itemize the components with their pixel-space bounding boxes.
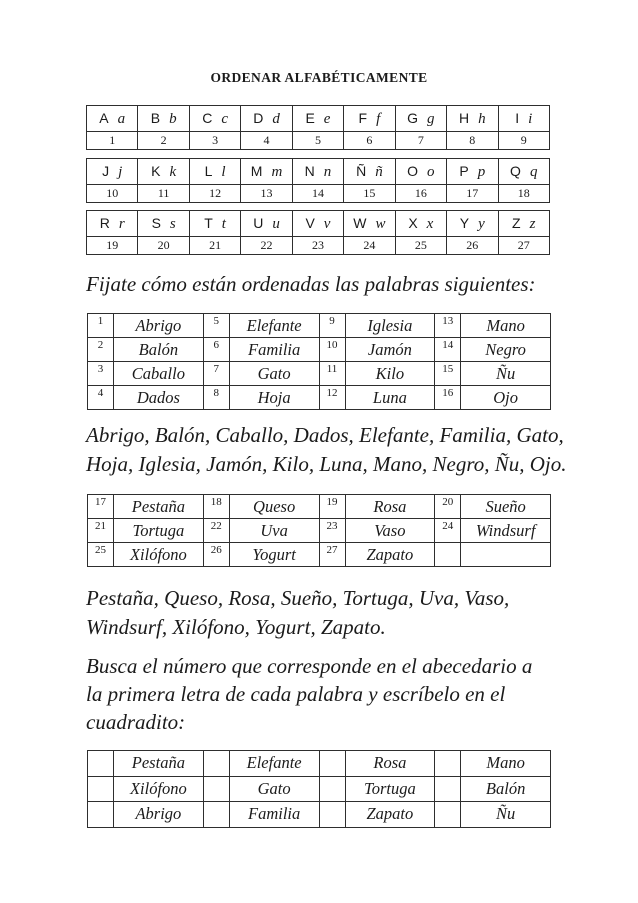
- alphabet-uppercase-letter: K: [151, 162, 161, 179]
- word-cell: Yogurt: [229, 543, 319, 567]
- alphabet-number-cell: 2: [138, 132, 189, 150]
- answer-box-cell: [435, 776, 461, 802]
- word-cell: Ojo: [461, 386, 551, 410]
- intro-text: Fijate cómo están ordenadas las palabras siguientes:: [86, 272, 536, 296]
- word-cell: Balón: [114, 338, 204, 362]
- word-number-cell: 5: [203, 314, 229, 338]
- alphabet-letter-cell: [344, 159, 395, 185]
- word-cell: Tortuga: [114, 519, 204, 543]
- alphabet-letter-cell: [189, 211, 240, 237]
- word-number-cell: 11: [319, 362, 345, 386]
- alphabet-lowercase-letter: e: [323, 110, 331, 127]
- alphabet-number-cell: 27: [498, 237, 550, 255]
- alphabet-letter-cell: [189, 159, 240, 185]
- alphabet-table-row-2: [86, 158, 550, 203]
- word-number-cell: 26: [203, 543, 229, 567]
- answer-box-cell: [88, 802, 114, 828]
- alphabet-lowercase-letter: v: [323, 215, 331, 232]
- word-number-cell: 14: [435, 338, 461, 362]
- alphabet-letter-cell: [344, 106, 395, 132]
- alphabet-uppercase-letter: A: [99, 109, 109, 126]
- alphabet-lowercase-letter: u: [272, 215, 280, 232]
- answer-box-cell: [88, 751, 114, 777]
- word-number-cell: 4: [88, 386, 114, 410]
- table-row: [88, 776, 551, 802]
- alphabet-letter-cell: [241, 211, 292, 237]
- word-cell: Ñu: [461, 802, 551, 828]
- alphabet-letter-cell: [498, 159, 550, 185]
- alphabet-letter-cell: [395, 159, 446, 185]
- alphabet-lowercase-letter: j: [118, 163, 123, 180]
- alphabet-lowercase-letter: s: [169, 215, 176, 232]
- alphabet-letter-cell: [241, 106, 292, 132]
- word-cell: Zapato: [345, 543, 435, 567]
- alphabet-table-row-1: [86, 105, 550, 150]
- alphabet-uppercase-letter: I: [515, 109, 520, 126]
- alphabet-uppercase-letter: V: [305, 214, 315, 231]
- alphabet-letter-cell: [447, 159, 498, 185]
- answer-box-cell: [435, 802, 461, 828]
- alphabet-number-cell: 8: [447, 132, 498, 150]
- alphabet-number-cell: 4: [241, 132, 292, 150]
- alphabet-uppercase-letter: O: [407, 162, 419, 179]
- alphabet-number-cell: 17: [447, 185, 498, 203]
- answer-box-cell: [203, 802, 229, 828]
- word-number-cell: 10: [319, 338, 345, 362]
- word-cell: Rosa: [345, 495, 435, 519]
- alphabet-letter-cell: [138, 211, 189, 237]
- alphabet-lowercase-letter: m: [271, 163, 283, 180]
- word-cell: Elefante: [229, 314, 319, 338]
- word-number-cell: 17: [88, 495, 114, 519]
- word-cell: Xilófono: [114, 776, 204, 802]
- instruction-line-3: cuadradito:: [86, 710, 186, 734]
- alphabet-uppercase-letter: L: [204, 162, 213, 179]
- alphabet-uppercase-letter: B: [150, 109, 161, 126]
- alphabet-number-cell: 25: [395, 237, 446, 255]
- alphabet-uppercase-letter: H: [458, 109, 470, 126]
- table-row: [88, 362, 551, 386]
- alphabet-letter-cell: [395, 211, 446, 237]
- word-list-1: [86, 421, 566, 479]
- alphabet-number-cell: 3: [189, 132, 240, 150]
- alphabet-uppercase-letter: Ñ: [356, 162, 367, 179]
- alphabet-number-cell: 9: [498, 132, 550, 150]
- word-cell: Familia: [229, 338, 319, 362]
- word-cell: Gato: [229, 362, 319, 386]
- word-number-cell: 18: [203, 495, 229, 519]
- word-number-cell: 27: [319, 543, 345, 567]
- alphabet-lowercase-letter: h: [478, 110, 486, 127]
- alphabet-lowercase-letter: d: [272, 110, 280, 127]
- alphabet-lowercase-letter: x: [426, 215, 434, 232]
- alphabet-number-cell: 1: [87, 132, 138, 150]
- alphabet-letter-cell: [498, 211, 550, 237]
- alphabet-uppercase-letter: M: [250, 162, 263, 179]
- word-cell: Zapato: [345, 802, 435, 828]
- alphabet-number-cell: 7: [395, 132, 446, 150]
- alphabet-letter-cell: [87, 106, 138, 132]
- alphabet-lowercase-letter: c: [221, 110, 228, 127]
- instruction-text: [86, 652, 532, 736]
- alphabet-uppercase-letter: Y: [459, 214, 470, 231]
- word-cell: Jamón: [345, 338, 435, 362]
- answer-box-cell: [203, 751, 229, 777]
- alphabet-number-cell: 20: [138, 237, 189, 255]
- word-cell: Hoja: [229, 386, 319, 410]
- alphabet-uppercase-letter: Z: [512, 214, 521, 231]
- alphabet-uppercase-letter: D: [253, 109, 264, 126]
- table-row: [88, 314, 551, 338]
- word-number-cell: 7: [203, 362, 229, 386]
- alphabet-uppercase-letter: W: [353, 214, 367, 231]
- word-number-cell: 1: [88, 314, 114, 338]
- word-cell: Gato: [229, 776, 319, 802]
- word-number-cell: 6: [203, 338, 229, 362]
- word-number-cell: 21: [88, 519, 114, 543]
- word-cell: Vaso: [345, 519, 435, 543]
- word-number-cell: 23: [319, 519, 345, 543]
- word-number-cell: [435, 543, 461, 567]
- word-number-cell: 22: [203, 519, 229, 543]
- word-cell: Ñu: [461, 362, 551, 386]
- alphabet-uppercase-letter: F: [358, 109, 368, 126]
- word-cell: Rosa: [345, 751, 435, 777]
- word-number-cell: 12: [319, 386, 345, 410]
- alphabet-uppercase-letter: C: [202, 109, 213, 126]
- alphabet-letter-cell: [189, 106, 240, 132]
- word-cell: Xilófono: [114, 543, 204, 567]
- alphabet-number-cell: 6: [344, 132, 395, 150]
- alphabet-uppercase-letter: X: [408, 214, 418, 231]
- example-words-table-2: [87, 494, 551, 567]
- word-number-cell: 8: [203, 386, 229, 410]
- alphabet-number-cell: 19: [87, 237, 138, 255]
- answer-box-cell: [88, 776, 114, 802]
- alphabet-letter-cell: [498, 106, 550, 132]
- word-number-cell: 20: [435, 495, 461, 519]
- alphabet-uppercase-letter: Q: [510, 162, 521, 179]
- alphabet-number-cell: 15: [344, 185, 395, 203]
- word-cell: Balón: [461, 776, 551, 802]
- word-cell: Negro: [461, 338, 551, 362]
- exercise-table: [87, 750, 551, 828]
- alphabet-letter-cell: [87, 159, 138, 185]
- alphabet-lowercase-letter: p: [477, 163, 486, 180]
- alphabet-letter-cell: [292, 211, 343, 237]
- example-words-table-1: [87, 313, 551, 410]
- alphabet-lowercase-letter: q: [529, 163, 538, 180]
- alphabet-number-cell: 5: [292, 132, 343, 150]
- word-list-2-line-1: Pestaña, Queso, Rosa, Sueño, Tortuga, Uva, Vaso,: [86, 586, 510, 610]
- alphabet-lowercase-letter: k: [169, 163, 177, 180]
- word-cell: Abrigo: [114, 802, 204, 828]
- alphabet-table-row-3: [86, 210, 550, 255]
- alphabet-number-cell: 10: [87, 185, 138, 203]
- alphabet-number-cell: 26: [447, 237, 498, 255]
- alphabet-lowercase-letter: z: [529, 215, 536, 232]
- alphabet-number-cell: 12: [189, 185, 240, 203]
- answer-box-cell: [203, 776, 229, 802]
- word-cell: Pestaña: [114, 751, 204, 777]
- word-number-cell: 13: [435, 314, 461, 338]
- table-row: [88, 495, 551, 519]
- word-cell: Elefante: [229, 751, 319, 777]
- alphabet-uppercase-letter: G: [407, 109, 419, 126]
- word-cell: Luna: [345, 386, 435, 410]
- alphabet-letter-cell: [87, 211, 138, 237]
- alphabet-uppercase-letter: T: [204, 214, 213, 231]
- alphabet-lowercase-letter: t: [221, 215, 226, 232]
- alphabet-number-cell: 21: [189, 237, 240, 255]
- alphabet-uppercase-letter: E: [305, 109, 315, 126]
- alphabet-lowercase-letter: i: [528, 110, 533, 127]
- alphabet-lowercase-letter: y: [478, 215, 485, 232]
- alphabet-uppercase-letter: P: [459, 162, 469, 179]
- alphabet-lowercase-letter: a: [117, 110, 126, 127]
- word-cell: Windsurf: [461, 519, 551, 543]
- alphabet-lowercase-letter: o: [427, 163, 435, 180]
- alphabet-number-cell: 23: [292, 237, 343, 255]
- alphabet-lowercase-letter: ñ: [375, 163, 383, 180]
- word-cell: Abrigo: [114, 314, 204, 338]
- answer-box-cell: [435, 751, 461, 777]
- word-list-2-line-2: Windsurf, Xilófono, Yogurt, Zapato.: [86, 615, 386, 639]
- alphabet-uppercase-letter: J: [102, 162, 110, 179]
- alphabet-number-cell: 16: [395, 185, 446, 203]
- word-cell: Uva: [229, 519, 319, 543]
- alphabet-number-cell: 18: [498, 185, 550, 203]
- alphabet-lowercase-letter: b: [169, 110, 177, 127]
- instruction-line-2: la primera letra de cada palabra y escríbelo en el: [86, 682, 506, 706]
- alphabet-number-cell: 14: [292, 185, 343, 203]
- word-number-cell: 25: [88, 543, 114, 567]
- table-row: [88, 751, 551, 777]
- answer-box-cell: [319, 751, 345, 777]
- word-cell: [461, 543, 551, 567]
- word-list-1-line-2: Hoja, Iglesia, Jamón, Kilo, Luna, Mano, Negro, Ñu, Ojo.: [86, 452, 567, 476]
- word-cell: Familia: [229, 802, 319, 828]
- alphabet-letter-cell: [292, 159, 343, 185]
- alphabet-uppercase-letter: U: [253, 214, 264, 231]
- page-title: ORDENAR ALFABÉTICAMENTE: [210, 70, 428, 85]
- word-cell: Sueño: [461, 495, 551, 519]
- table-row: [88, 338, 551, 362]
- alphabet-letter-cell: [241, 159, 292, 185]
- word-number-cell: 15: [435, 362, 461, 386]
- word-number-cell: 2: [88, 338, 114, 362]
- table-row: [88, 543, 551, 567]
- word-list-2: [86, 584, 509, 642]
- alphabet-number-cell: 24: [344, 237, 395, 255]
- word-cell: Mano: [461, 314, 551, 338]
- word-number-cell: 19: [319, 495, 345, 519]
- alphabet-lowercase-letter: n: [323, 163, 332, 180]
- word-cell: Dados: [114, 386, 204, 410]
- word-number-cell: 16: [435, 386, 461, 410]
- alphabet-lowercase-letter: r: [118, 215, 125, 232]
- alphabet-letter-cell: [447, 211, 498, 237]
- word-cell: Tortuga: [345, 776, 435, 802]
- word-cell: Iglesia: [345, 314, 435, 338]
- alphabet-lowercase-letter: g: [427, 110, 435, 127]
- alphabet-number-cell: 11: [138, 185, 189, 203]
- answer-box-cell: [319, 802, 345, 828]
- alphabet-letter-cell: [447, 106, 498, 132]
- table-row: [88, 386, 551, 410]
- table-row: [88, 802, 551, 828]
- word-number-cell: 3: [88, 362, 114, 386]
- alphabet-lowercase-letter: w: [375, 215, 386, 232]
- word-cell: Mano: [461, 751, 551, 777]
- word-cell: Pestaña: [114, 495, 204, 519]
- alphabet-letter-cell: [138, 159, 189, 185]
- word-cell: Kilo: [345, 362, 435, 386]
- instruction-line-1: Busca el número que corresponde en el abecedario a: [86, 654, 533, 678]
- alphabet-letter-cell: [292, 106, 343, 132]
- alphabet-letter-cell: [344, 211, 395, 237]
- table-row: [88, 519, 551, 543]
- word-number-cell: 24: [435, 519, 461, 543]
- alphabet-number-cell: 13: [241, 185, 292, 203]
- alphabet-uppercase-letter: R: [99, 214, 110, 231]
- alphabet-uppercase-letter: S: [151, 214, 161, 231]
- alphabet-letter-cell: [138, 106, 189, 132]
- alphabet-lowercase-letter: f: [376, 110, 381, 127]
- word-cell: Queso: [229, 495, 319, 519]
- answer-box-cell: [319, 776, 345, 802]
- word-list-1-line-1: Abrigo, Balón, Caballo, Dados, Elefante, Familia, Gato,: [86, 423, 564, 447]
- alphabet-number-cell: 22: [241, 237, 292, 255]
- word-cell: Caballo: [114, 362, 204, 386]
- alphabet-uppercase-letter: N: [304, 162, 315, 179]
- alphabet-letter-cell: [395, 106, 446, 132]
- word-number-cell: 9: [319, 314, 345, 338]
- alphabet-lowercase-letter: l: [221, 163, 226, 180]
